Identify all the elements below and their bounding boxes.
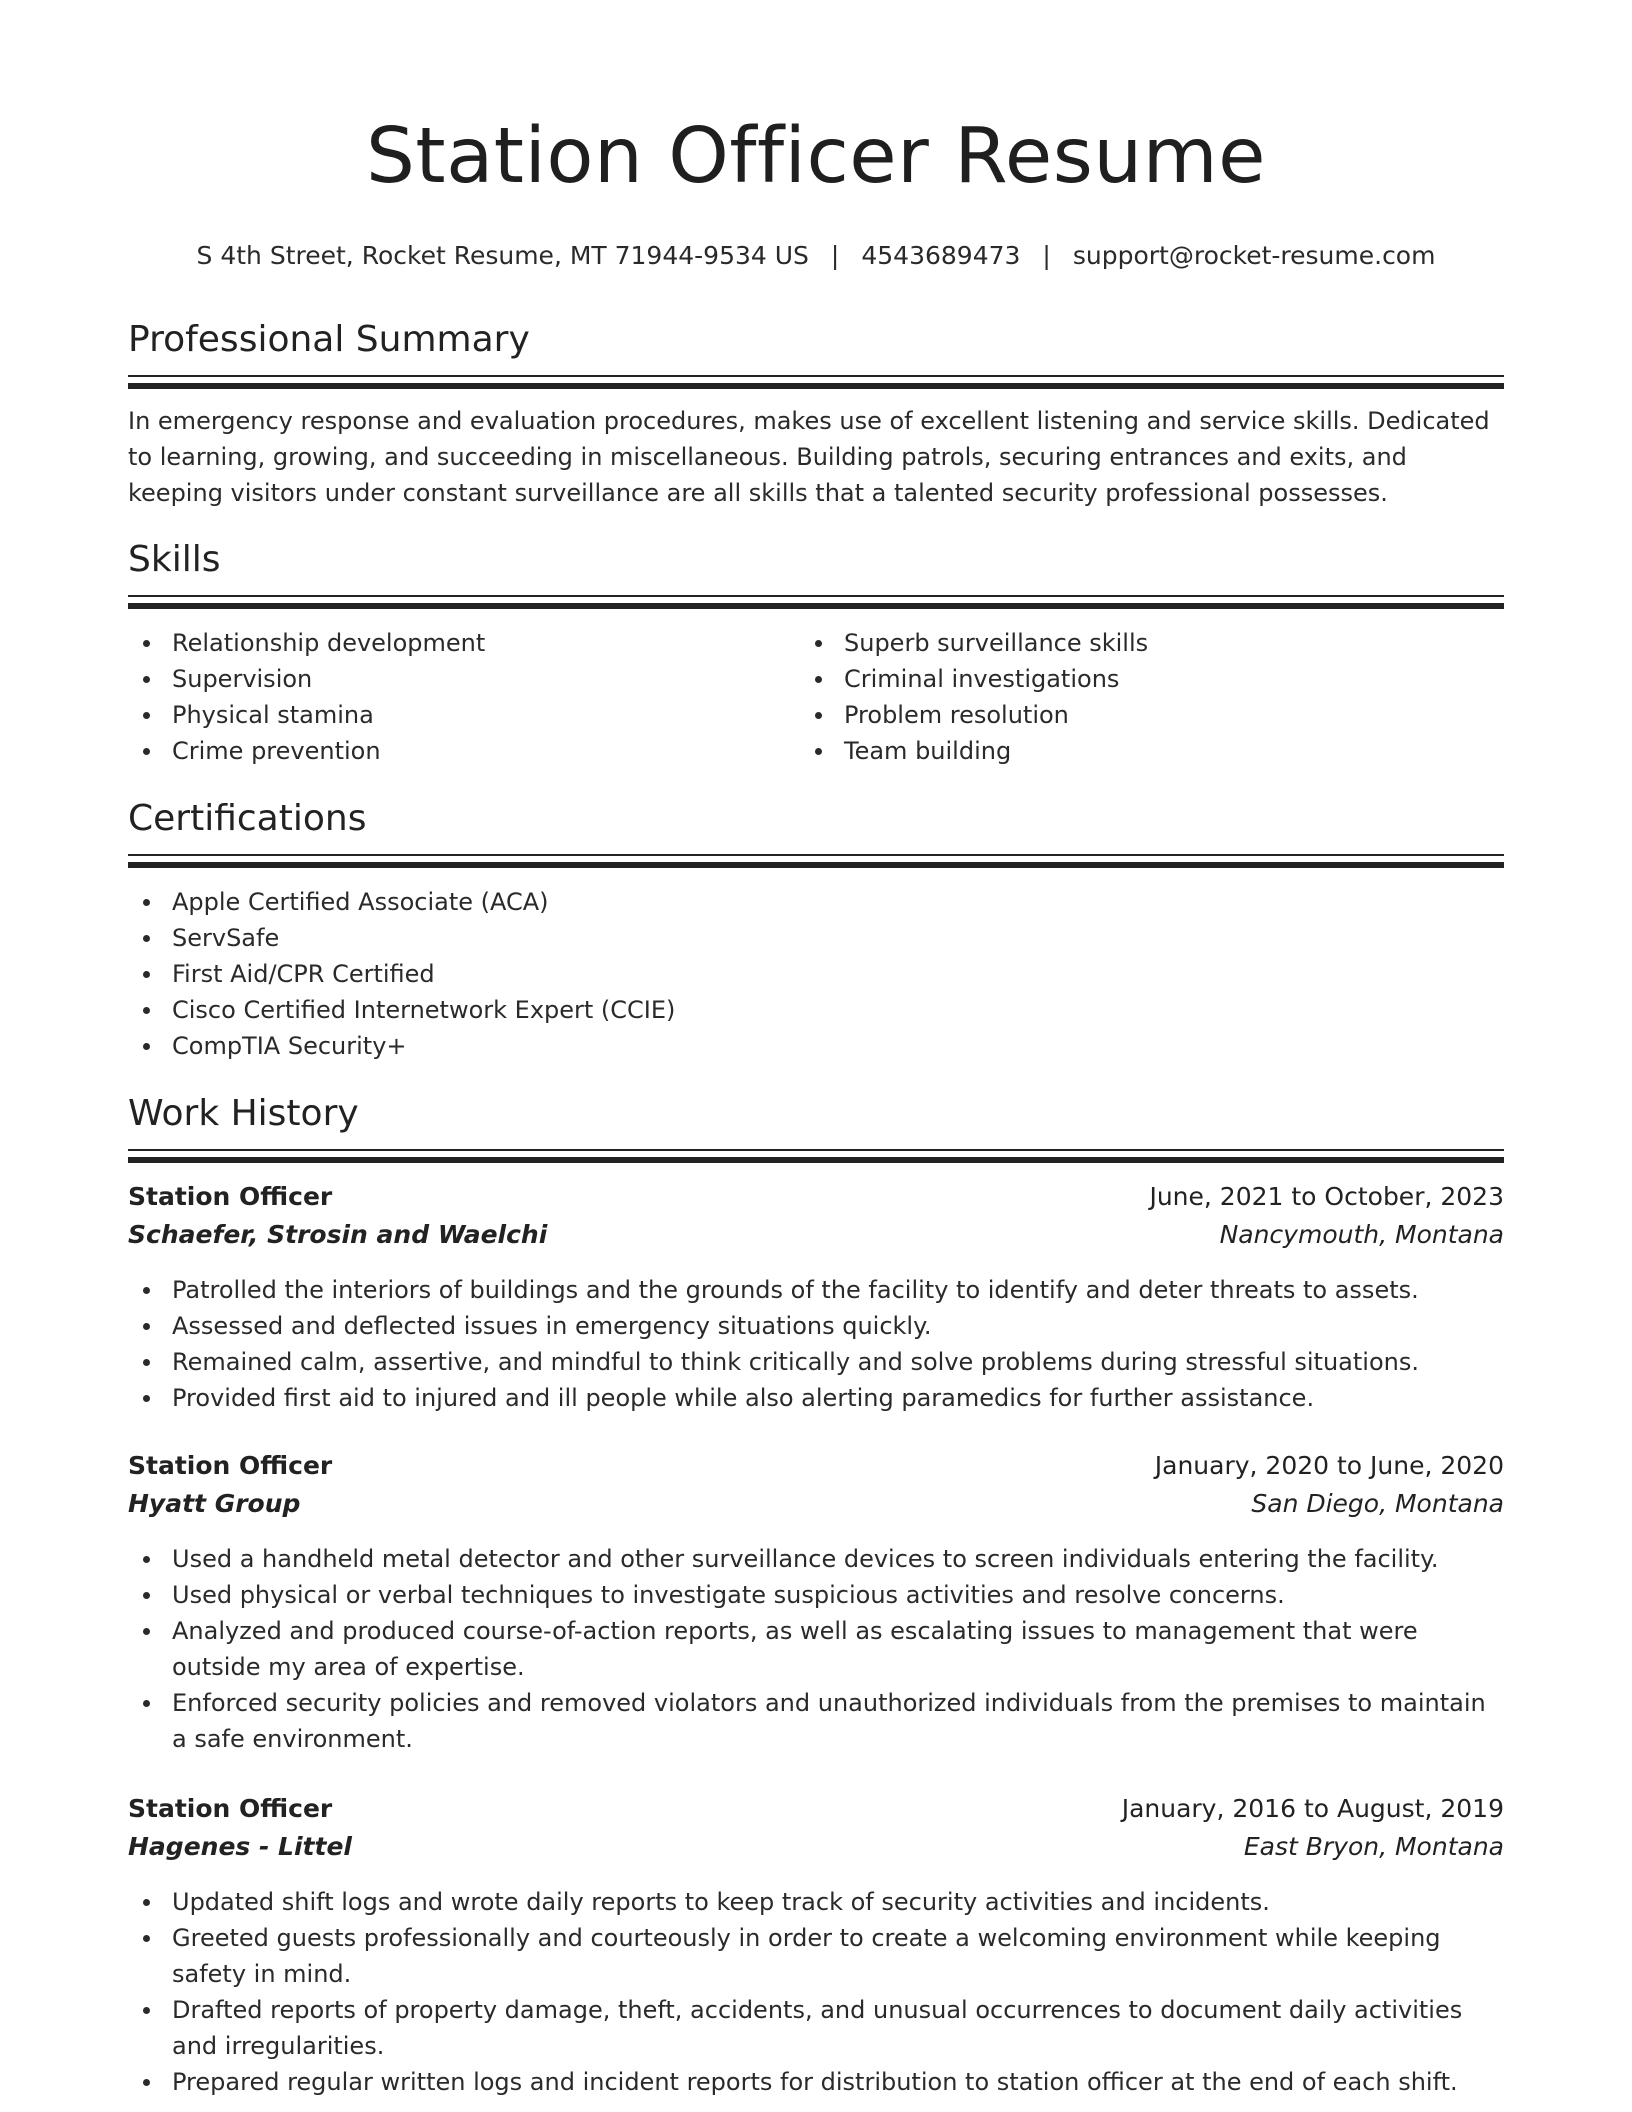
job-duty-item: Used physical or verbal techniques to investigate suspicious activities and resolve concerns. [128, 1577, 1504, 1613]
skills-left-column [128, 625, 788, 769]
job-dates: June, 2021 to October, 2023 [1149, 1182, 1504, 1211]
certification-item: First Aid/CPR Certified [128, 956, 1504, 992]
certification-item: ServSafe [128, 920, 1504, 956]
job-duties [128, 1884, 1504, 2100]
contact-separator: | [830, 241, 840, 270]
skills-divider [128, 595, 1504, 609]
skill-item: Problem resolution [800, 697, 1460, 733]
job-title: Station Officer [128, 1182, 333, 1211]
certification-item: Apple Certified Associate (ACA) [128, 884, 1504, 920]
job-duties [128, 1272, 1504, 1416]
job-location: East Bryon, Montana [1243, 1832, 1504, 1861]
job-title: Station Officer [128, 1794, 333, 1823]
skill-item: Superb surveillance skills [800, 625, 1460, 661]
skills-section-heading [128, 538, 1504, 582]
certification-item: Cisco Certified Internetwork Expert (CCIE) [128, 992, 1504, 1028]
work-heading: Work History [128, 1093, 359, 1134]
work-divider [128, 1149, 1504, 1163]
job-duty-item: Remained calm, assertive, and mindful to think critically and solve problems during stressful situations. [128, 1344, 1504, 1380]
contact-line [0, 240, 1632, 272]
work-section-heading [128, 1092, 1504, 1136]
resume-title: Station Officer Resume [366, 112, 1266, 201]
job-duty-item: Analyzed and produced course-of-action reports, as well as escalating issues to management that were outside my area of expertise. [128, 1613, 1504, 1685]
certifications-divider [128, 854, 1504, 868]
job-location: San Diego, Montana [1251, 1489, 1504, 1518]
job-duty-item: Greeted guests professionally and courteously in order to create a welcoming environment while keeping safety in mind. [128, 1920, 1504, 1992]
contact-separator: | [1042, 241, 1051, 270]
certifications-list [128, 884, 1504, 1064]
skills-heading: Skills [128, 539, 221, 580]
skills-right-column [800, 625, 1460, 769]
summary-text: In emergency response and evaluation procedures, makes use of excellent listening and service skills. Dedicated to learning, growing, and succeeding in miscellaneous. Building patrols, securing entrances and exits, and keeping visitors under constant surveillance are all skills that a talented security professional possesses. [128, 407, 1490, 507]
summary-divider [128, 375, 1504, 389]
certifications-section-heading [128, 797, 1504, 841]
job-duty-item: Patrolled the interiors of buildings and the grounds of the facility to identify and deter threats to assets. [128, 1272, 1504, 1308]
certifications-heading: Certifications [128, 798, 367, 839]
skill-item: Team building [800, 733, 1460, 769]
job-dates: January, 2016 to August, 2019 [1121, 1794, 1504, 1823]
job-duty-item: Enforced security policies and removed violators and unauthorized individuals from the premises to maintain a safe environment. [128, 1685, 1504, 1757]
contact-address: S 4th Street, Rocket Resume, MT 71944-9534 US [196, 241, 809, 270]
skill-item: Relationship development [128, 625, 788, 661]
job-title: Station Officer [128, 1451, 333, 1480]
job-company: Hyatt Group [128, 1489, 301, 1518]
job-duty-item: Drafted reports of property damage, theft, accidents, and unusual occurrences to document daily activities and irregularities. [128, 1992, 1504, 2064]
job-duty-item: Used a handheld metal detector and other surveillance devices to screen individuals entering the facility. [128, 1541, 1504, 1577]
certification-item: CompTIA Security+ [128, 1028, 1504, 1064]
contact-phone[interactable]: 4543689473 [861, 241, 1021, 270]
job-duty-item: Provided first aid to injured and ill people while also alerting paramedics for further assistance. [128, 1380, 1504, 1416]
skill-item: Crime prevention [128, 733, 788, 769]
job-company: Hagenes - Littel [128, 1832, 352, 1861]
job-duties [128, 1541, 1504, 1757]
contact-email[interactable]: support@rocket-resume.com [1072, 241, 1436, 270]
job-duty-item: Updated shift logs and wrote daily reports to keep track of security activities and incidents. [128, 1884, 1504, 1920]
job-dates: January, 2020 to June, 2020 [1154, 1451, 1504, 1480]
skill-item: Physical stamina [128, 697, 788, 733]
skill-item: Supervision [128, 661, 788, 697]
summary-section-heading [128, 318, 1504, 362]
job-company: Schaefer, Strosin and Waelchi [128, 1220, 548, 1249]
job-duty-item: Prepared regular written logs and incident reports for distribution to station officer at the end of each shift. [128, 2064, 1504, 2100]
summary-heading: Professional Summary [128, 319, 530, 360]
skill-item: Criminal investigations [800, 661, 1460, 697]
job-location: Nancymouth, Montana [1219, 1220, 1504, 1249]
job-duty-item: Assessed and deflected issues in emergency situations quickly. [128, 1308, 1504, 1344]
